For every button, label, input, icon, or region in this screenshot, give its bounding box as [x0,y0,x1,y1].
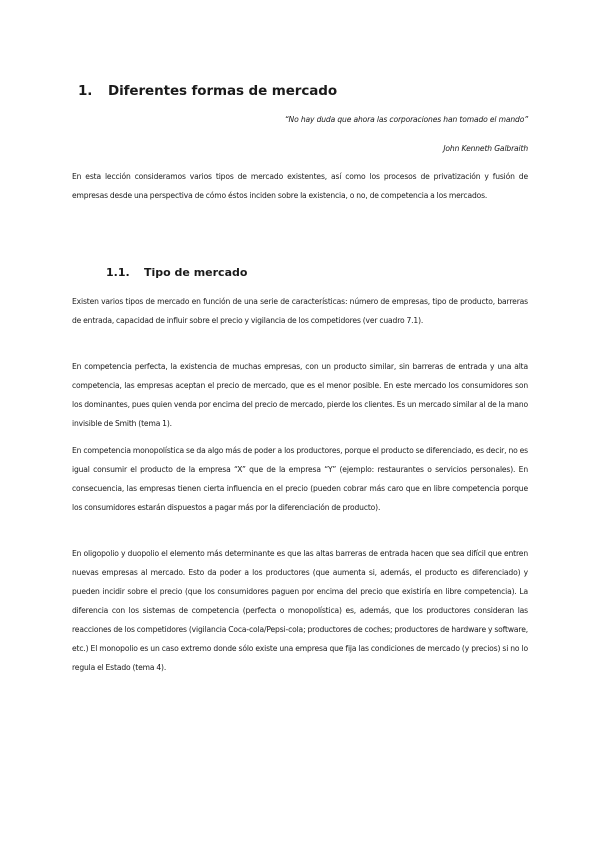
epigraph-author: John Kenneth Galbraith [443,144,528,153]
body-paragraph: En competencia monopolística se da algo más de poder a los productores, porque el producto se diferenciado, es decir, no es igual consumir el producto de la empresa “X” que de la empresa “Y” (ejemplo: restaurantes o servicios personales). En consecuencia, las empresas tienen cierta influencia en el precio (pueden cobrar más caro que en libre competencia porque los consumidores estarán dispuestos a pagar más por la diferenciación de producto). [72,446,528,512]
subsection-number: 1.1. [106,266,130,279]
body-paragraph: En oligopolio y duopolio el elemento más determinante es que las altas barreras de entrada hacen que sea difícil que entren nuevas empresas al mercado. Esto da poder a los productores (que aumenta si, además, el producto es diferenciado) y pueden incidir sobre el precio (que los consumidores paguen por encima del precio que existiría en libre competencia). La diferencia con los sistemas de competencia (perfecta o monopolística) es, además, que los productores consideran las reacciones de los competidores (vigilancia Coca-cola/Pepsi-cola; productores de coches; productores de hardware y software, etc.) El monopolio es un caso extremo donde sólo existe una empresa que fija las condiciones de mercado (y precios) si no lo regula el Estado (tema 4). [72,549,528,672]
section-heading [78,83,337,99]
subsection-title: Tipo de mercado [144,266,248,279]
body-paragraph: En competencia perfecta, la existencia de muchas empresas, con un producto similar, sin barreras de entrada y una alta competencia, las empresas aceptan el precio de mercado, que es el menor posible. En este mercado los consumidores son los dominantes, pues quien venda por encima del precio de mercado, pierde los clientes. Es un mercado similar al de la mano invisible de Smith (tema 1). [72,362,528,428]
intro-paragraph: En esta lección consideramos varios tipos de mercado existentes, así como los procesos de privatización y fusión de empresas desde una perspectiva de cómo éstos inciden sobre la existencia, o no, de competencia a los mercados. [72,172,528,200]
body-paragraph: Existen varios tipos de mercado en función de una serie de características: número de empresas, tipo de producto, barreras de entrada, capacidad de influir sobre el precio y vigilancia de los competidores (ver cuadro 7.1). [72,297,528,325]
subsection-heading [106,266,247,279]
section-number: 1. [78,83,93,99]
epigraph-quote: “No hay duda que ahora las corporaciones han tomado el mando” [284,115,528,124]
section-title: Diferentes formas de mercado [108,83,338,99]
